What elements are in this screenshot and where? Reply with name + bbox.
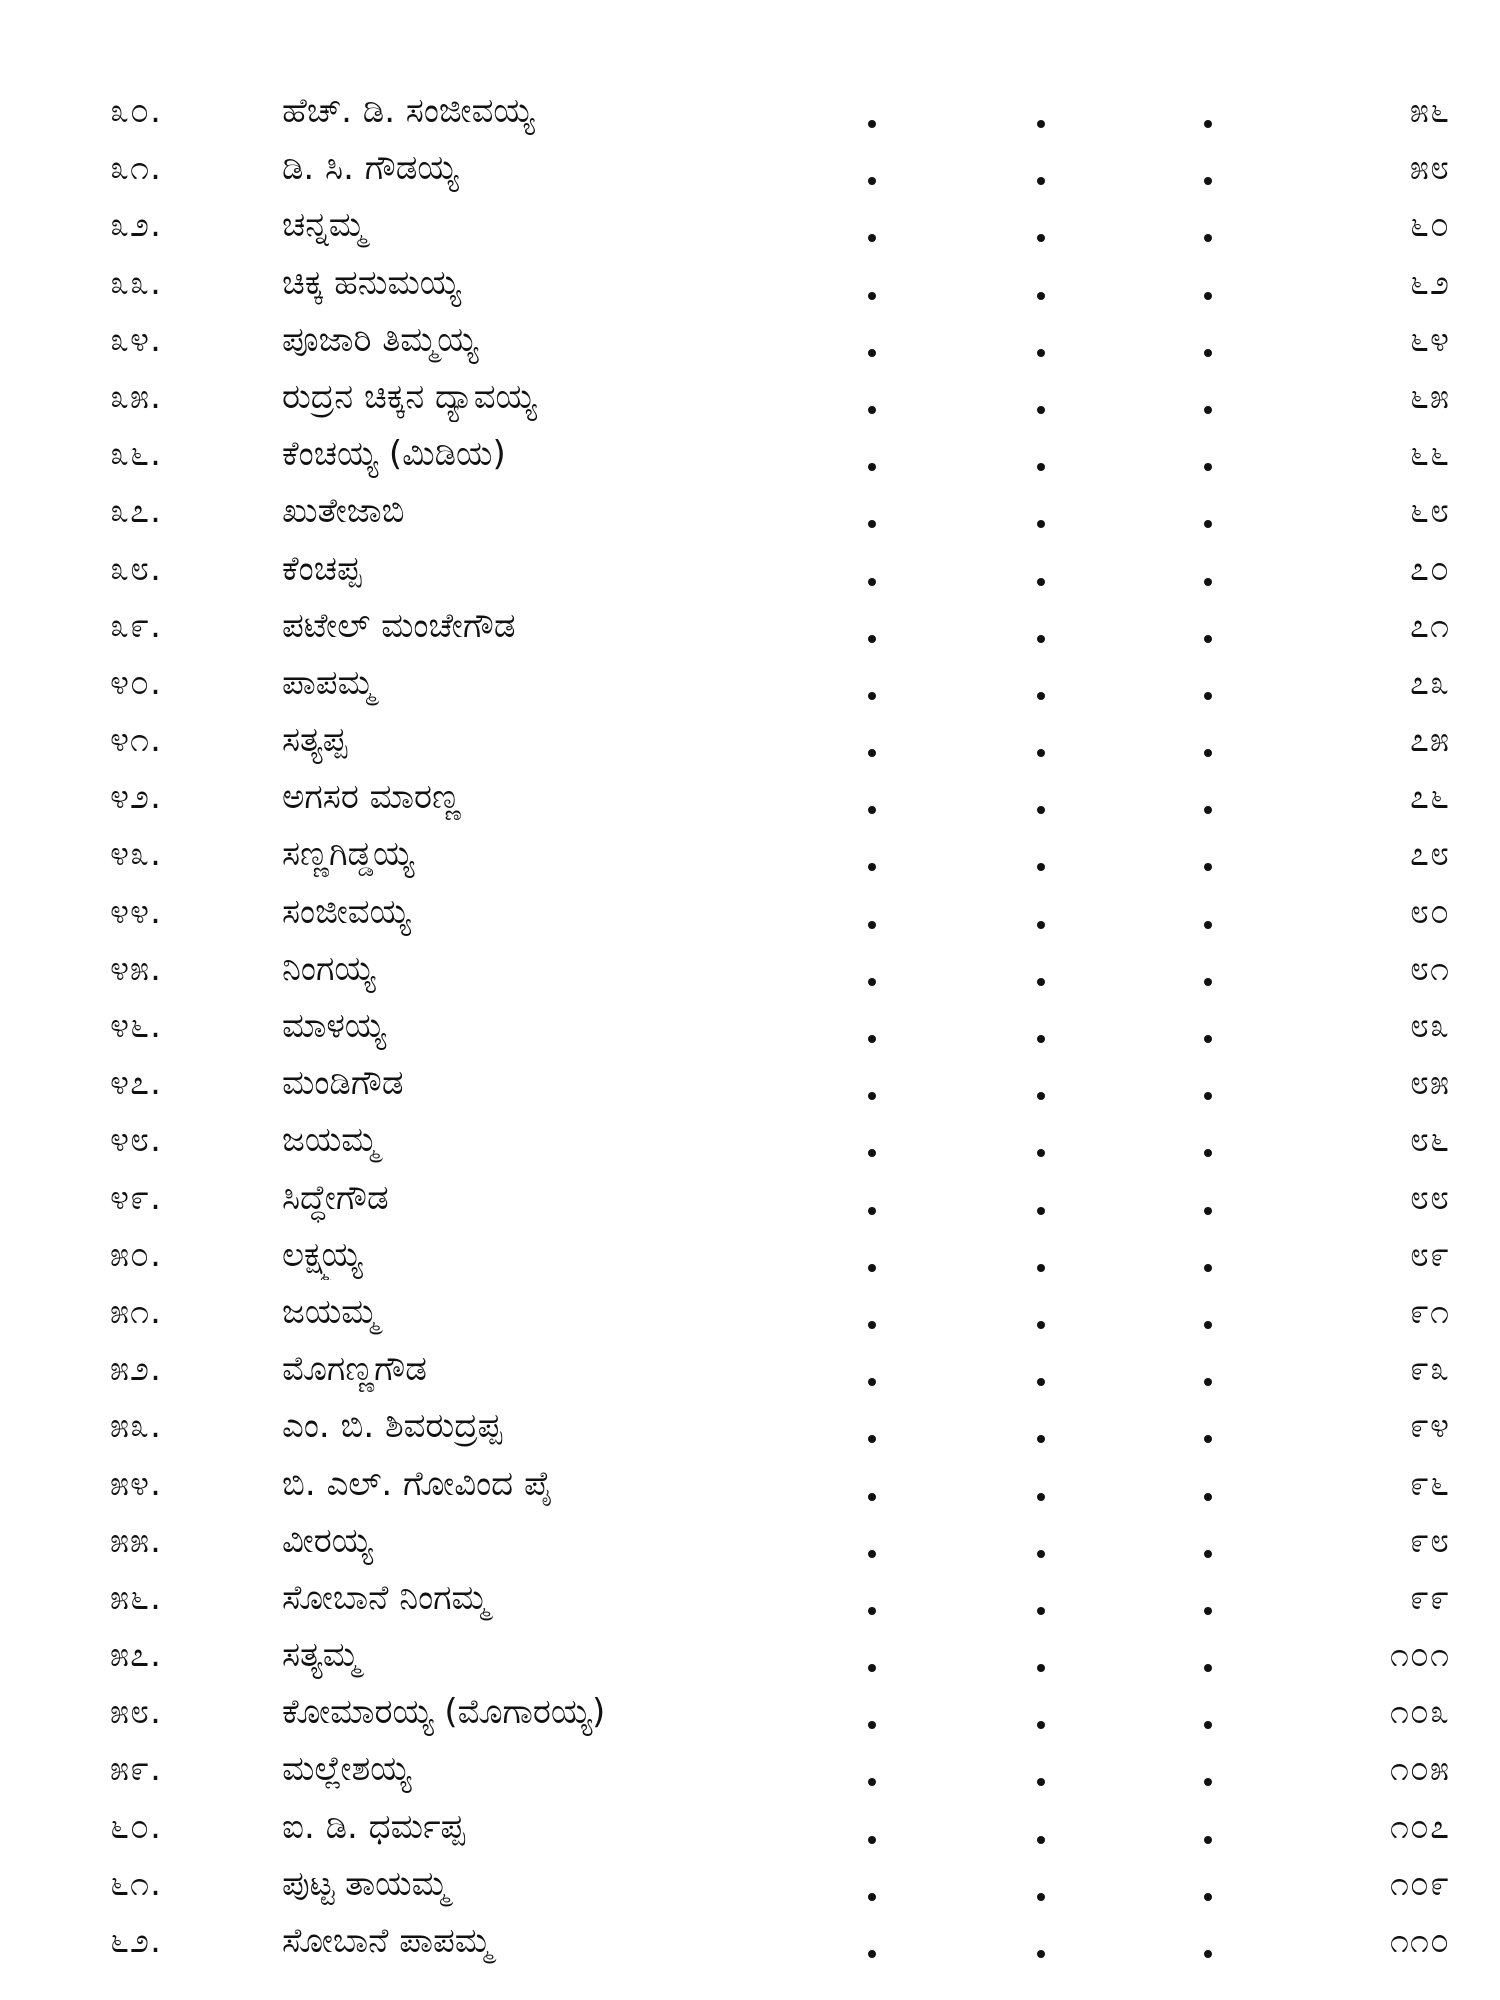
entry-page-number: ೫೬: [1409, 91, 1450, 131]
leader-dot: [1204, 863, 1212, 871]
leader-dot: [1037, 921, 1045, 929]
entry-page-number: ೬೪: [1409, 319, 1450, 360]
entry-page-number: ೮೧: [1409, 948, 1450, 989]
leader-dot: [1204, 1778, 1212, 1786]
entry-title: ಜಯಮ್ಮ: [282, 1291, 379, 1332]
entry-page-number: ೮೦: [1409, 891, 1450, 932]
entry-number: ೫೦.: [110, 1234, 162, 1275]
leader-dot: [1204, 1721, 1212, 1729]
leader-dot: [1037, 1321, 1045, 1329]
leader-dot: [868, 406, 876, 414]
list-item: [0, 1001, 1500, 1058]
leader-dot: [1037, 1778, 1045, 1786]
leader-dot: [868, 1893, 876, 1901]
entry-page-number: ೭೬: [1409, 777, 1450, 818]
entry-number: ೩೮.: [110, 548, 162, 589]
leader-dot: [1204, 1207, 1212, 1215]
list-item: [0, 1230, 1500, 1287]
leader-dot: [1037, 463, 1045, 471]
entry-page-number: ೯೬: [1409, 1463, 1450, 1504]
entry-number: ೪೩.: [110, 834, 162, 875]
entry-title: ಸಿದ್ಧೇಗೌಡ: [282, 1177, 389, 1218]
leader-dot: [1037, 177, 1045, 185]
entry-number: ೩೩.: [110, 262, 162, 303]
entry-page-number: ೬೨: [1409, 262, 1450, 303]
list-item: [0, 601, 1500, 658]
entry-number: ೫೮.: [110, 1692, 162, 1733]
table-of-contents: [0, 86, 1500, 1973]
entry-number: ೩೪.: [110, 319, 162, 360]
leader-dot: [1037, 863, 1045, 871]
entry-title: ಚನ್ನಮ್ಮ: [282, 205, 366, 246]
entry-number: ೩೫.: [110, 376, 162, 417]
leader-dot: [868, 1493, 876, 1501]
leader-dot: [1037, 1836, 1045, 1844]
leader-dot: [1037, 978, 1045, 986]
entry-number: ೬೧.: [110, 1863, 162, 1904]
entry-title: ಐ. ಡಿ. ಧರ್ಮಪ್ಪ: [282, 1806, 465, 1847]
leader-dot: [1204, 406, 1212, 414]
leader-dot: [1037, 120, 1045, 128]
entry-page-number: ೯೯: [1409, 1577, 1450, 1618]
entry-number: ೫೬.: [110, 1577, 162, 1618]
entry-title: ವೀರಯ್ಯ: [282, 1520, 373, 1561]
leader-dot: [868, 177, 876, 185]
list-item: [0, 1173, 1500, 1230]
leader-dot: [1204, 1264, 1212, 1272]
leader-dot: [1037, 692, 1045, 700]
entry-number: ೫೨.: [110, 1349, 162, 1390]
list-item: [0, 1115, 1500, 1172]
entry-number: ೫೭.: [110, 1635, 162, 1676]
leader-dot: [1037, 1378, 1045, 1386]
entry-page-number: ೧೧೦: [1389, 1921, 1450, 1961]
entry-title: ಸೋಬಾನೆ ಪಾಪಮ್ಮ: [282, 1921, 492, 1961]
leader-dot: [868, 1378, 876, 1386]
entry-page-number: ೭೮: [1409, 834, 1450, 875]
entry-page-number: ೮೯: [1409, 1234, 1450, 1275]
entry-number: ೩೦.: [110, 91, 162, 131]
leader-dot: [868, 1321, 876, 1329]
entry-page-number: ೧೦೯: [1389, 1863, 1450, 1904]
list-item: [0, 1516, 1500, 1573]
leader-dot: [1037, 1207, 1045, 1215]
leader-dot: [1204, 1149, 1212, 1157]
entry-number: ೫೩.: [110, 1406, 162, 1447]
entry-number: ೫೯.: [110, 1749, 162, 1790]
leader-dot: [868, 978, 876, 986]
entry-number: ೪೧.: [110, 720, 162, 761]
entry-title: ಎಂ. ಬಿ. ಶಿವರುದ್ರಪ್ಪ: [282, 1406, 503, 1447]
list-item: [0, 315, 1500, 372]
leader-dot: [868, 463, 876, 471]
entry-title: ಬಿ. ಎಲ್. ಗೋವಿಂದ ಪೈ: [282, 1463, 553, 1504]
entry-title: ಸತ್ಯಪ್ಪ: [282, 720, 348, 761]
leader-dot: [868, 692, 876, 700]
leader-dot: [1204, 1493, 1212, 1501]
entry-title: ಅಗಸರ ಮಾರಣ್ಣ: [282, 777, 461, 818]
entry-title: ಮಂಡಿಗೌಡ: [282, 1063, 404, 1104]
leader-dot: [1204, 1950, 1212, 1958]
leader-dot: [1204, 1092, 1212, 1100]
entry-title: ಪೂಜಾರಿ ತಿಮ್ಮಯ್ಯ: [282, 319, 479, 360]
leader-dot: [1037, 1035, 1045, 1043]
list-item: [0, 1401, 1500, 1458]
entry-page-number: ೧೦೭: [1389, 1806, 1450, 1847]
leader-dot: [1204, 1035, 1212, 1043]
leader-dot: [1204, 578, 1212, 586]
leader-dot: [1204, 349, 1212, 357]
list-item: [0, 1459, 1500, 1516]
leader-dot: [1204, 120, 1212, 128]
entry-number: ೪೦.: [110, 662, 162, 703]
leader-dot: [1037, 578, 1045, 586]
list-item: [0, 200, 1500, 257]
list-item: [0, 772, 1500, 829]
leader-dot: [868, 349, 876, 357]
list-item: [0, 887, 1500, 944]
leader-dot: [1037, 749, 1045, 757]
leader-dot: [1204, 635, 1212, 643]
leader-dot: [1037, 292, 1045, 300]
list-item: [0, 429, 1500, 486]
entry-number: ೪೫.: [110, 948, 162, 989]
leader-dot: [1037, 1550, 1045, 1558]
list-item: [0, 715, 1500, 772]
entry-title: ಸೋಬಾನೆ ನಿಂಗಮ್ಮ: [282, 1577, 489, 1618]
entry-title: ಖುತೇಜಾಬಿ: [282, 491, 405, 532]
leader-dot: [868, 578, 876, 586]
entry-page-number: ೧೦೩: [1389, 1692, 1450, 1733]
leader-dot: [1037, 520, 1045, 528]
entry-number: ೩೭.: [110, 491, 162, 532]
entry-page-number: ೭೧: [1409, 605, 1450, 646]
leader-dot: [1037, 1607, 1045, 1615]
entry-title: ಸತ್ಯಮ್ಮ: [282, 1635, 360, 1676]
leader-dot: [1037, 1149, 1045, 1157]
list-item: [0, 1687, 1500, 1744]
entry-number: ೫೧.: [110, 1291, 162, 1332]
leader-dot: [1204, 1435, 1212, 1443]
leader-dot: [1204, 1607, 1212, 1615]
leader-dot: [1204, 234, 1212, 242]
entry-page-number: ೯೧: [1409, 1291, 1450, 1332]
leader-dot: [868, 806, 876, 814]
entry-number: ೩೬.: [110, 434, 162, 475]
leader-dot: [1037, 1893, 1045, 1901]
list-item: [0, 1344, 1500, 1401]
leader-dot: [1204, 978, 1212, 986]
leader-dot: [1204, 1893, 1212, 1901]
leader-dot: [868, 1035, 876, 1043]
leader-dot: [1204, 921, 1212, 929]
leader-dot: [868, 1721, 876, 1729]
entry-page-number: ೯೪: [1409, 1406, 1450, 1447]
entry-title: ಸಂಜೀವಯ್ಯ: [282, 891, 411, 932]
leader-dot: [868, 1550, 876, 1558]
entry-page-number: ೯೮: [1409, 1520, 1450, 1561]
list-item: [0, 1802, 1500, 1859]
leader-dot: [1204, 292, 1212, 300]
list-item: [0, 1058, 1500, 1115]
entry-page-number: ೬೮: [1409, 491, 1450, 532]
leader-dot: [1037, 349, 1045, 357]
entry-number: ೪೮.: [110, 1120, 162, 1161]
list-item: [0, 143, 1500, 200]
entry-title: ಮೊಗಣ್ಣಗೌಡ: [282, 1349, 427, 1390]
leader-dot: [1204, 463, 1212, 471]
entry-title: ಮಾಳಯ್ಯ: [282, 1006, 386, 1046]
leader-dot: [1204, 1836, 1212, 1844]
entry-title: ಪಟೇಲ್ ಮಂಚೇಗೌಡ: [282, 605, 516, 646]
leader-dot: [1037, 1264, 1045, 1272]
list-item: [0, 829, 1500, 886]
leader-dot: [1037, 234, 1045, 242]
entry-number: ೪೨.: [110, 777, 162, 818]
list-item: [0, 1287, 1500, 1344]
list-item: [0, 658, 1500, 715]
leader-dot: [1204, 1378, 1212, 1386]
entry-number: ೬೨.: [110, 1921, 162, 1961]
leader-dot: [1204, 692, 1212, 700]
list-item: [0, 1630, 1500, 1687]
entry-page-number: ೮೬: [1409, 1120, 1450, 1161]
leader-dot: [1037, 1092, 1045, 1100]
list-item: [0, 372, 1500, 429]
leader-dot: [868, 1778, 876, 1786]
entry-page-number: ೮೮: [1409, 1177, 1450, 1218]
leader-dot: [868, 1207, 876, 1215]
leader-dot: [1204, 1664, 1212, 1672]
leader-dot: [868, 921, 876, 929]
list-item: [0, 1573, 1500, 1630]
entry-page-number: ೬೬: [1409, 434, 1450, 475]
entry-number: ೩೨.: [110, 205, 162, 246]
entry-number: ೩೧.: [110, 148, 162, 189]
entry-page-number: ೭೩: [1409, 662, 1450, 703]
entry-title: ರುದ್ರನ ಚಿಕ್ಕನ ದ್ಯಾವಯ್ಯ: [282, 376, 537, 417]
leader-dot: [1037, 1493, 1045, 1501]
leader-dot: [1037, 1721, 1045, 1729]
entry-number: ೪೯.: [110, 1177, 162, 1218]
leader-dot: [1037, 635, 1045, 643]
leader-dot: [868, 863, 876, 871]
list-item: [0, 1859, 1500, 1916]
entry-title: ಹೆಚ್. ಡಿ. ಸಂಜೀವಯ್ಯ: [282, 91, 535, 131]
leader-dot: [1204, 1550, 1212, 1558]
list-item: [0, 486, 1500, 543]
list-item: [0, 258, 1500, 315]
leader-dot: [1204, 520, 1212, 528]
leader-dot: [868, 1664, 876, 1672]
entry-title: ಮಲ್ಲೇಶಯ್ಯ: [282, 1749, 412, 1790]
entry-number: ೪೪.: [110, 891, 162, 932]
entry-number: ೫೪.: [110, 1463, 162, 1504]
list-item: [0, 1744, 1500, 1801]
entry-title: ಲಕ್ಷ್ಮಯ್ಯ: [282, 1234, 363, 1275]
leader-dot: [1037, 1950, 1045, 1958]
entry-title: ಕೋಮಾರಯ್ಯ (ಮೊಗಾರಯ್ಯ): [282, 1692, 606, 1733]
entry-page-number: ೫೮: [1409, 148, 1450, 189]
leader-dot: [868, 120, 876, 128]
leader-dot: [868, 1607, 876, 1615]
leader-dot: [1037, 406, 1045, 414]
leader-dot: [868, 520, 876, 528]
entry-number: ೬೦.: [110, 1806, 162, 1847]
leader-dot: [868, 234, 876, 242]
entry-title: ಕೆಂಚಪ್ಪ: [282, 548, 362, 589]
leader-dot: [868, 635, 876, 643]
entry-title: ಪಾಪಮ್ಮ: [282, 662, 375, 703]
leader-dot: [868, 1435, 876, 1443]
entry-title: ಕೆಂಚಯ್ಯ (ಮಿಡಿಯ): [282, 434, 506, 475]
entry-page-number: ೬೫: [1409, 376, 1450, 417]
entry-page-number: ೮೩: [1409, 1006, 1450, 1046]
leader-dot: [868, 1092, 876, 1100]
leader-dot: [868, 1836, 876, 1844]
entry-number: ೩೯.: [110, 605, 162, 646]
leader-dot: [1037, 1435, 1045, 1443]
entry-page-number: ೯೩: [1409, 1349, 1450, 1390]
entry-page-number: ೬೦: [1409, 205, 1450, 246]
entry-number: ೫೫.: [110, 1520, 162, 1561]
list-item: [0, 544, 1500, 601]
leader-dot: [868, 1950, 876, 1958]
entry-title: ಪುಟ್ಟ ತಾಯಮ್ಮ: [282, 1863, 449, 1904]
entry-number: ೪೭.: [110, 1063, 162, 1104]
leader-dot: [868, 1149, 876, 1157]
entry-number: ೪೬.: [110, 1006, 162, 1046]
leader-dot: [868, 749, 876, 757]
entry-page-number: ೭೦: [1409, 548, 1450, 589]
entry-page-number: ೭೫: [1409, 720, 1450, 761]
leader-dot: [1204, 806, 1212, 814]
list-item: [0, 944, 1500, 1001]
leader-dot: [868, 292, 876, 300]
list-item: [0, 86, 1500, 143]
entry-title: ಸಣ್ಣಗಿಡ್ಡಯ್ಯ: [282, 834, 415, 875]
leader-dot: [1204, 177, 1212, 185]
entry-page-number: ೮೫: [1409, 1063, 1450, 1104]
entry-title: ಡಿ. ಸಿ. ಗೌಡಯ್ಯ: [282, 148, 459, 189]
list-item: [0, 1916, 1500, 1973]
leader-dot: [1037, 806, 1045, 814]
entry-page-number: ೧೦೧: [1389, 1635, 1450, 1676]
entry-page-number: ೧೦೫: [1389, 1749, 1450, 1790]
entry-title: ನಿಂಗಯ್ಯ: [282, 948, 376, 989]
leader-dot: [1204, 1321, 1212, 1329]
entry-title: ಜಯಮ್ಮ: [282, 1120, 379, 1161]
leader-dot: [1037, 1664, 1045, 1672]
entry-title: ಚಿಕ್ಕ ಹನುಮಯ್ಯ: [282, 262, 461, 303]
leader-dot: [868, 1264, 876, 1272]
leader-dot: [1204, 749, 1212, 757]
